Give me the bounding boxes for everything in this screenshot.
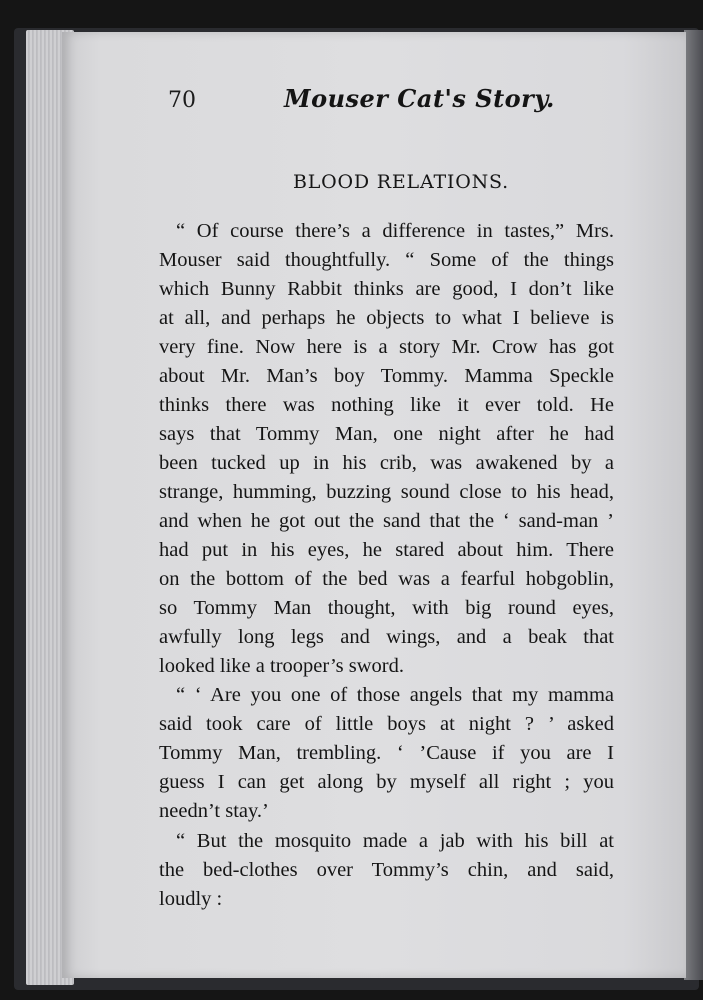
text-line: had put in his eyes, he stared about him. There [159, 539, 614, 561]
text-line: been tucked up in his crib, was awakened by a [159, 452, 614, 474]
text-line: and when he got out the sand that the ‘ sand-man ’ [159, 510, 614, 532]
text-line: guess I can get along by myself all right ; you [159, 771, 614, 793]
right-cover-edge [684, 30, 703, 980]
running-title: Mouser Cat's Story. [284, 84, 555, 113]
text-line: very fine. Now here is a story Mr. Crow has got [159, 336, 614, 358]
text-line: loudly : [159, 888, 223, 910]
text-line: about Mr. Man’s boy Tommy. Mamma Speckle [159, 365, 614, 387]
section-heading: BLOOD RELATIONS. [292, 171, 510, 193]
text-line: awfully long legs and wings, and a beak that [159, 626, 614, 648]
text-line: “ But the mosquito made a jab with his bill at [176, 830, 614, 852]
text-line: Tommy Man, trembling. ‘ ’Cause if you are I [159, 742, 614, 764]
page-number: 70 [168, 88, 196, 113]
text-line: thinks there was nothing like it ever told. He [159, 394, 614, 416]
text-line: said took care of little boys at night ? ’ asked [159, 713, 614, 735]
text-line: says that Tommy Man, one night after he had [159, 423, 614, 445]
text-line: on the bottom of the bed was a fearful hobgoblin, [159, 568, 614, 590]
text-line: at all, and perhaps he objects to what I believe is [159, 307, 614, 329]
text-line: which Bunny Rabbit thinks are good, I don’t like [159, 278, 614, 300]
page-header [62, 84, 686, 124]
text-line: “ Of course there’s a difference in tastes,” Mrs. [176, 220, 614, 242]
text-line: strange, humming, buzzing sound close to his head, [159, 481, 614, 503]
book-page [62, 32, 686, 978]
text-line: needn’t stay.’ [159, 800, 269, 822]
text-line: looked like a trooper’s sword. [159, 655, 404, 677]
text-line: the bed-clothes over Tommy’s chin, and said, [159, 859, 614, 881]
text-line: Mouser said thoughtfully. “ Some of the things [159, 249, 614, 271]
text-line: “ ‘ Are you one of those angels that my mamma [176, 684, 614, 706]
text-line: so Tommy Man thought, with big round eyes, [159, 597, 614, 619]
